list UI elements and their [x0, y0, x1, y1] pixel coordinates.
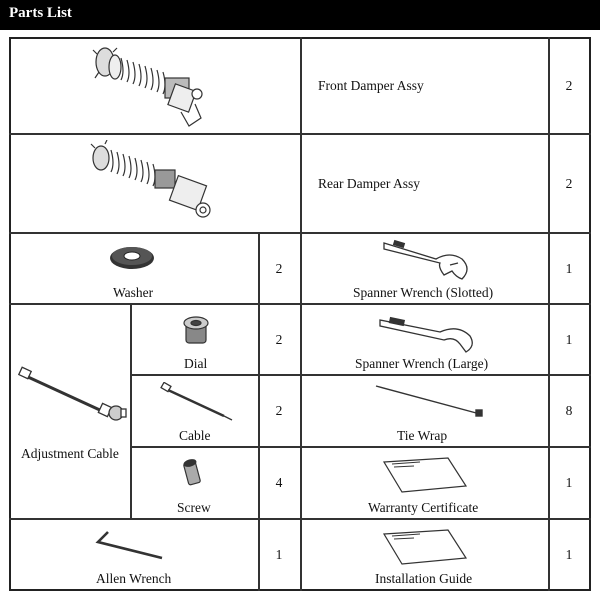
part-quantity: 8: [565, 403, 573, 418]
col-divider: [300, 37, 302, 591]
part-quantity: 4: [275, 475, 283, 490]
part-name: Washer: [113, 285, 154, 300]
part-name: Tie Wrap: [397, 428, 448, 443]
part-quantity: 2: [275, 261, 283, 276]
washer-illustration: [107, 243, 157, 273]
col-divider: [130, 303, 132, 518]
part-name: Dial: [184, 356, 208, 371]
header-bar: [0, 0, 600, 30]
part-name: Spanner Wrench (Slotted): [353, 285, 494, 300]
dial-illustration: [180, 313, 212, 347]
spanner-slotted-illustration: [380, 237, 475, 285]
installation-guide-illustration: [380, 528, 470, 566]
spanner-large-illustration: [378, 314, 478, 354]
cable-illustration: [160, 382, 240, 422]
part-quantity: 2: [565, 176, 573, 191]
row-divider: [130, 446, 591, 448]
part-name: Warranty Certificate: [368, 500, 479, 515]
part-quantity: 1: [565, 547, 573, 562]
part-quantity: 1: [565, 475, 573, 490]
tie-wrap-illustration: [372, 382, 487, 418]
part-name: Front Damper Assy: [318, 78, 424, 93]
part-name: Cable: [179, 428, 211, 443]
screw-illustration: [180, 458, 206, 490]
part-quantity: 2: [275, 403, 283, 418]
part-quantity: 1: [565, 332, 573, 347]
part-name: Rear Damper Assy: [318, 176, 420, 191]
part-name: Installation Guide: [375, 571, 473, 586]
warranty-certificate-illustration: [380, 456, 470, 494]
front-damper-illustration: [85, 42, 215, 132]
page-title: Parts List: [9, 5, 72, 21]
col-divider: [548, 37, 550, 591]
part-name: Adjustment Cable: [21, 446, 119, 461]
allen-wrench-illustration: [94, 528, 166, 562]
part-name: Allen Wrench: [96, 571, 172, 586]
part-quantity: 2: [565, 78, 573, 93]
part-quantity: 1: [565, 261, 573, 276]
part-quantity: 1: [275, 547, 283, 562]
part-quantity: 2: [275, 332, 283, 347]
rear-damper-illustration: [85, 140, 215, 228]
row-divider: [130, 374, 591, 376]
adjustment-cable-illustration: [18, 365, 128, 425]
part-name: Spanner Wrench (Large): [355, 356, 489, 371]
part-name: Screw: [177, 500, 211, 515]
